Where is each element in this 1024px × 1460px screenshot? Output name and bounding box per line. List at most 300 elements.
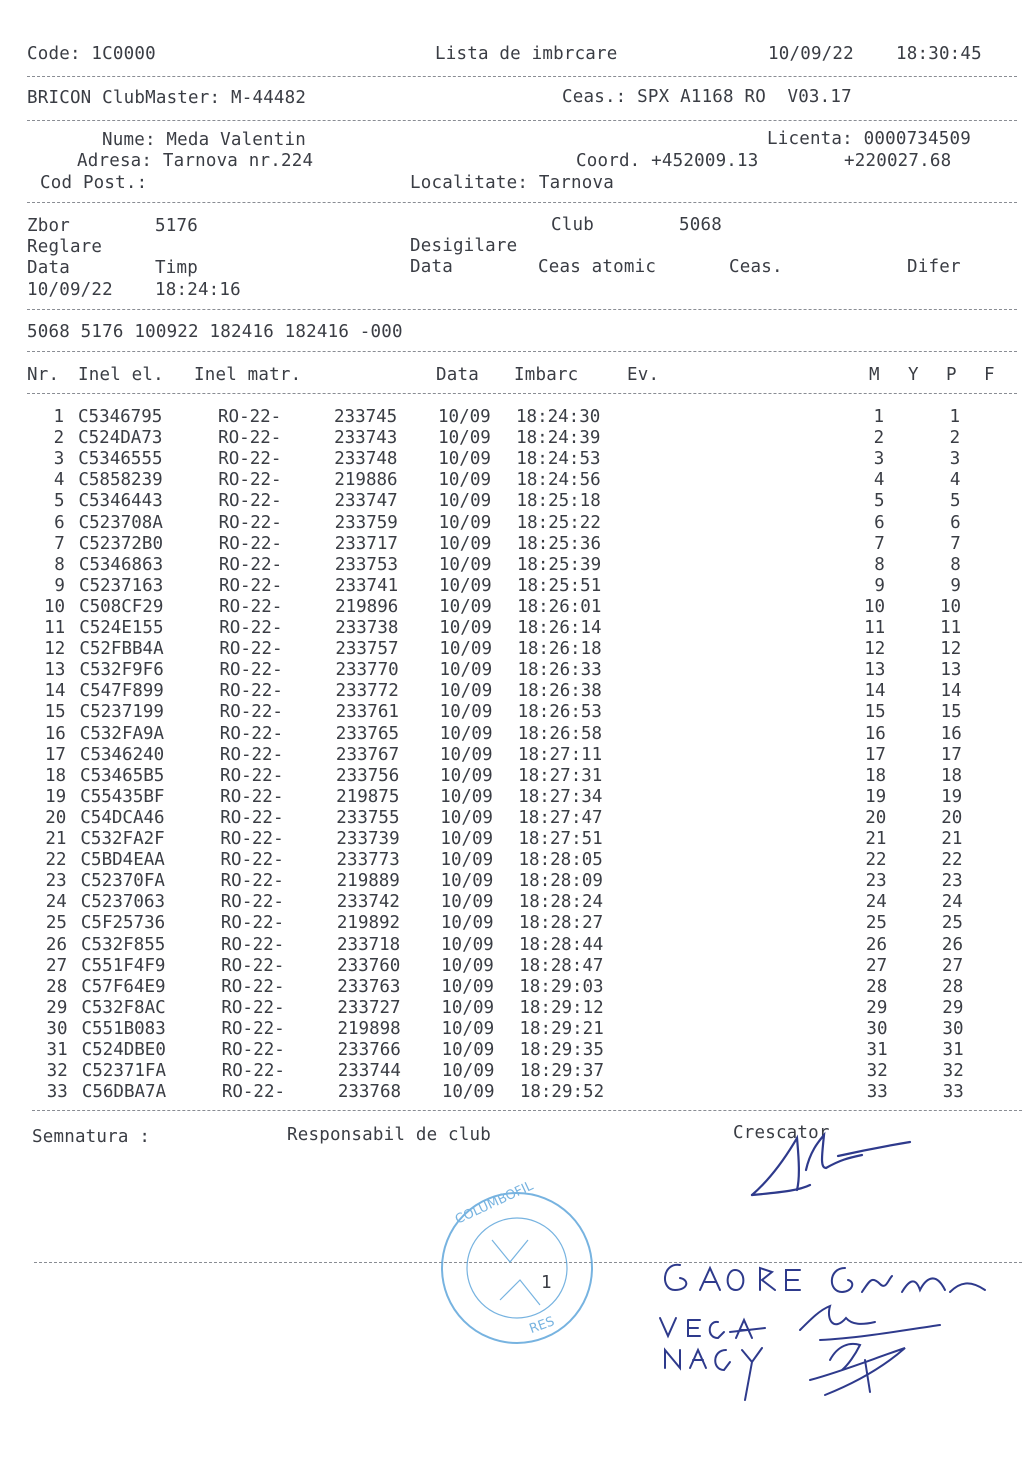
cell-inel-matr: 233772 — [335, 681, 399, 702]
cell-p: 26 — [941, 934, 963, 955]
cell-ro-prefix: RO-22- — [218, 449, 282, 470]
cell-inel-matr: 233747 — [334, 491, 398, 512]
cell-data: 10/09 — [439, 639, 492, 660]
cell-inel-matr: 219896 — [335, 596, 399, 617]
cell-imbarc: 18:26:38 — [517, 681, 602, 702]
cell-imbarc: 18:25:22 — [516, 512, 601, 533]
cell-nr: 31 — [46, 1040, 68, 1060]
document-title: Lista de imbrcare — [435, 44, 618, 64]
cell-data: 10/09 — [441, 955, 494, 976]
cell-imbarc: 18:26:58 — [517, 723, 603, 744]
cell-imbarc: 18:28:27 — [518, 913, 604, 934]
cell-inel-el: C5F25736 — [80, 913, 166, 934]
cell-inel-matr: 233756 — [336, 765, 400, 786]
cell-inel-el: C57F64E9 — [81, 976, 166, 997]
club-stamp — [442, 1178, 592, 1343]
cell-imbarc: 18:28:05 — [518, 850, 603, 871]
cell-inel-matr: 233742 — [336, 892, 400, 913]
cell-nr: 17 — [44, 744, 66, 765]
cell-nr: 9 — [54, 575, 65, 596]
cell-inel-matr: 233741 — [334, 575, 399, 596]
cell-imbarc: 18:24:39 — [516, 428, 601, 449]
cell-inel-matr: 233727 — [337, 997, 401, 1018]
cell-m: 18 — [864, 765, 887, 786]
cell-p: 4 — [949, 470, 961, 491]
cell-ro-prefix: RO-22- — [221, 1018, 285, 1039]
cell-p: 1 — [949, 407, 960, 427]
svg-text:COLUMBOFIL: COLUMBOFIL — [453, 1178, 536, 1228]
cell-nr: 1 — [53, 407, 64, 427]
cell-data: 10/09 — [438, 449, 491, 470]
cell-nr: 16 — [44, 723, 66, 744]
svg-text:RES: RES — [527, 1314, 557, 1338]
cell-nr: 2 — [53, 428, 65, 449]
breeder-label: Crescator — [733, 1123, 830, 1143]
cell-imbarc: 18:27:34 — [518, 786, 603, 807]
cell-inel-matr: 233765 — [335, 723, 400, 744]
cell-inel-el: C5346795 — [78, 407, 163, 427]
cell-inel-el: C524DA73 — [78, 428, 163, 449]
cell-ro-prefix: RO-22- — [218, 428, 282, 449]
cell-data: 10/09 — [438, 491, 492, 512]
cell-inel-matr: 233744 — [337, 1061, 401, 1082]
cell-inel-el: C52370FA — [80, 871, 165, 892]
col-header-f: F — [984, 365, 995, 385]
cell-imbarc: 18:24:53 — [516, 449, 601, 470]
cell-inel-el: C5BD4EAA — [80, 850, 165, 871]
cell-nr: 3 — [53, 449, 65, 470]
cell-inel-el: C532F9F6 — [79, 660, 164, 681]
cell-inel-matr: 233759 — [334, 512, 398, 533]
page-number: 1 — [541, 1273, 552, 1293]
cell-m: 17 — [864, 744, 886, 765]
cell-p: 8 — [950, 554, 961, 575]
cell-p: 29 — [942, 997, 964, 1018]
cell-inel-el: C551B083 — [81, 1018, 166, 1039]
cell-data: 10/09 — [438, 428, 491, 449]
club-value: 5068 — [679, 215, 722, 235]
cell-data: 10/09 — [438, 512, 492, 533]
cell-imbarc: 18:29:12 — [519, 997, 604, 1018]
zbor-label: Zbor — [27, 216, 70, 236]
cell-imbarc: 18:27:51 — [518, 829, 603, 849]
cell-nr: 19 — [45, 786, 67, 807]
cell-inel-el: C524E155 — [79, 618, 164, 638]
cell-data: 10/09 — [441, 976, 494, 997]
cell-ro-prefix: RO-22- — [218, 512, 282, 533]
cell-data: 10/09 — [441, 934, 494, 955]
cell-ro-prefix: RO-22- — [220, 786, 284, 807]
print-date: 10/09/22 — [768, 44, 854, 64]
cell-imbarc: 18:26:18 — [517, 639, 602, 660]
cell-inel-el: C5346240 — [79, 744, 165, 765]
cell-nr: 15 — [44, 702, 66, 723]
ceas-atomic-label: Ceas atomic — [538, 257, 657, 277]
cell-data: 10/09 — [441, 1018, 495, 1039]
cell-nr: 20 — [45, 807, 67, 828]
cell-inel-matr: 233760 — [337, 955, 401, 976]
cell-m: 26 — [865, 934, 887, 955]
cell-p: 6 — [950, 512, 961, 533]
cell-inel-matr: 233763 — [337, 976, 401, 997]
cell-m: 1 — [873, 407, 884, 427]
cell-m: 12 — [864, 639, 886, 660]
cell-ro-prefix: RO-22- — [220, 913, 285, 934]
cell-imbarc: 18:28:47 — [519, 955, 604, 976]
cell-ro-prefix: RO-22- — [221, 955, 285, 976]
cell-ro-prefix: RO-22- — [218, 491, 282, 512]
cell-inel-el: C508CF29 — [79, 596, 164, 617]
cell-p: 17 — [940, 744, 962, 765]
cell-ro-prefix: RO-22- — [220, 871, 284, 892]
cell-data: 10/09 — [439, 596, 492, 617]
cell-nr: 29 — [46, 997, 68, 1018]
cell-nr: 6 — [54, 512, 65, 533]
cell-m: 8 — [874, 554, 885, 575]
committee-signature-scribbles — [800, 1306, 940, 1395]
cell-p: 23 — [941, 871, 963, 892]
cell-imbarc: 18:26:33 — [517, 660, 602, 681]
cell-m: 31 — [866, 1040, 888, 1060]
cell-inel-el: C523708A — [78, 512, 163, 533]
data-label: Data — [27, 258, 70, 278]
cell-m: 11 — [864, 618, 886, 638]
cell-m: 28 — [866, 976, 888, 997]
cell-inel-matr: 219886 — [334, 470, 398, 491]
difer-label: Difer — [907, 257, 961, 277]
cell-data: 10/09 — [439, 618, 492, 638]
cell-inel-el: C5237199 — [79, 702, 164, 723]
cell-nr: 4 — [53, 470, 65, 491]
cell-data: 10/09 — [438, 470, 492, 491]
cell-m: 23 — [865, 871, 887, 892]
cell-imbarc: 18:25:39 — [516, 554, 602, 575]
cell-nr: 7 — [54, 533, 65, 554]
cell-inel-el: C5237163 — [78, 575, 164, 596]
committee-signatures — [660, 1265, 985, 1400]
cell-imbarc: 18:29:35 — [519, 1040, 604, 1060]
cell-imbarc: 18:28:44 — [519, 934, 604, 955]
cell-m: 2 — [873, 428, 885, 449]
cell-p: 15 — [940, 702, 962, 723]
cell-ro-prefix: RO-22- — [218, 554, 283, 575]
cell-ro-prefix: RO-22- — [221, 997, 285, 1018]
cell-p: 28 — [942, 976, 964, 997]
cell-inel-matr: 233766 — [337, 1040, 401, 1060]
cell-inel-matr: 219892 — [336, 913, 401, 934]
coordinates-lat: Coord. +452009.13 — [576, 151, 759, 171]
cell-p: 7 — [950, 533, 961, 554]
cell-p: 14 — [940, 681, 962, 702]
cell-ro-prefix: RO-22- — [219, 723, 284, 744]
cell-nr: 12 — [44, 639, 66, 660]
cell-nr: 30 — [46, 1018, 68, 1039]
cell-data: 10/09 — [440, 892, 494, 913]
cell-p: 9 — [950, 575, 961, 596]
signature-label: Semnatura : — [32, 1127, 151, 1147]
reglare-date: 10/09/22 — [27, 280, 113, 300]
cell-imbarc: 18:27:31 — [518, 765, 603, 786]
cell-m: 9 — [874, 575, 885, 596]
cell-p: 10 — [940, 596, 962, 617]
cell-inel-el: C524DBE0 — [81, 1040, 166, 1060]
cell-data: 10/09 — [441, 1040, 495, 1060]
cell-inel-matr: 233768 — [337, 1082, 402, 1103]
col-header-data: Data — [436, 365, 479, 385]
cell-p: 20 — [941, 807, 963, 828]
cell-ro-prefix: RO-22- — [220, 829, 284, 849]
cell-ro-prefix: RO-22- — [221, 1061, 285, 1082]
cell-inel-el: C56DBA7A — [81, 1082, 167, 1103]
cell-m: 22 — [865, 850, 887, 871]
club-master-id: BRICON ClubMaster: M-44482 — [27, 88, 307, 108]
cell-imbarc: 18:29:03 — [519, 976, 604, 997]
col-header-ev: Ev. — [627, 365, 660, 385]
cell-inel-el: C532F8AC — [81, 997, 166, 1018]
cell-m: 14 — [864, 681, 886, 702]
cell-ro-prefix: RO-22- — [218, 575, 283, 596]
summary-line: 5068 5176 100922 182416 182416 -000 — [27, 322, 403, 342]
cell-imbarc: 18:25:18 — [516, 491, 601, 512]
cell-data: 10/09 — [440, 786, 493, 807]
cell-ro-prefix: RO-22- — [219, 744, 284, 765]
cell-inel-matr: 233745 — [334, 407, 398, 427]
cell-nr: 10 — [44, 596, 66, 617]
cell-imbarc: 18:24:56 — [516, 470, 601, 491]
reglare-label: Reglare — [27, 237, 103, 257]
cell-inel-matr: 233753 — [334, 554, 399, 575]
cell-inel-el: C532FA2F — [80, 829, 165, 849]
cell-inel-el: C5237063 — [80, 892, 166, 913]
cell-data: 10/09 — [440, 765, 493, 786]
cell-p: 18 — [940, 765, 963, 786]
reglare-time: 18:24:16 — [155, 280, 241, 300]
cell-imbarc: 18:26:01 — [517, 596, 602, 617]
cell-ro-prefix: RO-22- — [219, 702, 283, 723]
cell-nr: 11 — [44, 618, 66, 638]
cell-inel-el: C55435BF — [80, 786, 165, 807]
cell-data: 10/09 — [440, 807, 493, 828]
cell-m: 33 — [866, 1082, 888, 1103]
cell-ro-prefix: RO-22- — [218, 470, 282, 491]
cell-nr: 5 — [53, 491, 65, 512]
cell-p: 21 — [941, 829, 963, 849]
owner-licence: Licenta: 0000734509 — [767, 129, 971, 149]
cell-p: 5 — [949, 491, 961, 512]
cell-p: 33 — [942, 1082, 964, 1103]
cell-ro-prefix: RO-22- — [219, 660, 283, 681]
document-code: Code: 1C0000 — [27, 44, 156, 64]
cell-m: 3 — [873, 449, 885, 470]
clock-id: Ceas.: SPX A1168 RO V03.17 — [562, 87, 852, 107]
cell-m: 10 — [864, 596, 886, 617]
cell-nr: 8 — [54, 554, 65, 575]
cell-inel-el: C53465B5 — [80, 765, 165, 786]
cell-inel-matr: 233773 — [336, 850, 400, 871]
cell-m: 27 — [866, 955, 888, 976]
cell-nr: 28 — [46, 976, 68, 997]
cell-data: 10/09 — [441, 1061, 495, 1082]
cell-p: 11 — [940, 618, 962, 638]
cell-p: 22 — [941, 850, 963, 871]
desigilare-label: Desigilare — [410, 236, 518, 256]
cell-inel-matr: 233738 — [335, 618, 399, 638]
cell-inel-matr: 219889 — [336, 871, 400, 892]
cell-p: 16 — [940, 723, 962, 744]
cell-m: 4 — [873, 470, 885, 491]
cell-data: 10/09 — [438, 533, 492, 554]
cell-m: 5 — [873, 491, 885, 512]
cell-ro-prefix: RO-22- — [220, 850, 284, 871]
cell-inel-el: C551F4F9 — [81, 955, 166, 976]
cell-p: 30 — [942, 1018, 964, 1039]
cell-data: 10/09 — [440, 871, 494, 892]
cell-inel-matr: 219875 — [336, 786, 400, 807]
cell-p: 2 — [949, 428, 961, 449]
cell-m: 24 — [865, 892, 887, 913]
cell-ro-prefix: RO-22- — [218, 407, 282, 427]
cell-inel-el: C5346555 — [78, 449, 163, 470]
timp-label: Timp — [155, 258, 198, 278]
cell-p: 13 — [940, 660, 962, 681]
cell-m: 6 — [874, 512, 885, 533]
cell-ro-prefix: RO-22- — [221, 1040, 285, 1060]
cell-ro-prefix: RO-22- — [221, 976, 285, 997]
cell-inel-matr: 233770 — [335, 660, 399, 681]
club-label: Club — [551, 215, 594, 235]
cell-data: 10/09 — [438, 407, 491, 427]
cell-inel-matr: 233718 — [337, 934, 401, 955]
cell-data: 10/09 — [441, 1082, 495, 1103]
cell-inel-el: C5346863 — [78, 554, 164, 575]
cell-nr: 24 — [45, 892, 67, 913]
ceas-label: Ceas. — [729, 257, 783, 277]
cell-imbarc: 18:28:24 — [518, 892, 604, 913]
cell-imbarc: 18:24:30 — [516, 407, 601, 427]
cell-m: 21 — [865, 829, 887, 849]
cell-inel-el: C52371FA — [81, 1061, 167, 1082]
cell-inel-el: C532F855 — [81, 934, 166, 955]
cell-m: 7 — [874, 533, 885, 554]
cell-inel-matr: 233761 — [335, 702, 399, 723]
col-header-inel-matr: Inel matr. — [194, 365, 302, 385]
cell-nr: 23 — [45, 871, 67, 892]
col-header-p: P — [946, 365, 957, 385]
cell-nr: 32 — [46, 1061, 68, 1082]
cell-data: 10/09 — [438, 575, 492, 596]
cell-data: 10/09 — [439, 723, 493, 744]
cell-imbarc: 18:27:47 — [518, 807, 603, 828]
cell-inel-el: C532FA9A — [79, 723, 165, 744]
cell-nr: 21 — [45, 829, 67, 849]
cell-imbarc: 18:29:21 — [519, 1018, 604, 1039]
club-responsible-label: Responsabil de club — [287, 1125, 491, 1145]
cell-ro-prefix: RO-22- — [220, 807, 284, 828]
col-header-y: Y — [908, 365, 919, 385]
cell-data: 10/09 — [439, 744, 493, 765]
owner-address: Adresa: Tarnova nr.224 — [77, 151, 314, 171]
cell-imbarc: 18:29:37 — [519, 1061, 605, 1082]
cell-nr: 22 — [45, 850, 67, 871]
cell-m: 19 — [865, 786, 887, 807]
cell-m: 16 — [864, 723, 886, 744]
cell-data: 10/09 — [441, 997, 495, 1018]
cell-inel-el: C5346443 — [78, 491, 163, 512]
cell-data: 10/09 — [439, 681, 493, 702]
cell-imbarc: 18:28:09 — [518, 871, 603, 892]
cell-inel-matr: 233717 — [334, 533, 398, 554]
cell-ro-prefix: RO-22- — [218, 533, 282, 554]
cell-p: 25 — [941, 913, 963, 934]
cell-inel-el: C547F899 — [79, 681, 164, 702]
cell-p: 3 — [949, 449, 961, 470]
cell-imbarc: 18:25:36 — [516, 533, 602, 554]
cell-inel-matr: 233748 — [334, 449, 398, 470]
desigilare-data-label: Data — [410, 257, 453, 277]
cell-m: 25 — [865, 913, 887, 934]
locality: Localitate: Tarnova — [410, 173, 614, 193]
cell-data: 10/09 — [438, 554, 492, 575]
cell-inel-matr: 233757 — [335, 639, 399, 660]
cell-p: 24 — [941, 892, 963, 913]
col-header-m: M — [869, 365, 880, 385]
cell-inel-el: C5858239 — [78, 470, 163, 491]
cell-m: 30 — [866, 1018, 888, 1039]
cell-inel-matr: 219898 — [337, 1018, 401, 1039]
cell-p: 19 — [941, 786, 963, 807]
cell-m: 29 — [866, 997, 888, 1018]
cell-ro-prefix: RO-22- — [221, 1082, 286, 1103]
col-header-nr: Nr. — [27, 365, 60, 385]
col-header-inel-el: Inel el. — [78, 365, 164, 385]
cell-m: 20 — [865, 807, 887, 828]
postal-code: Cod Post.: — [40, 173, 148, 193]
cell-p: 12 — [940, 639, 962, 660]
cell-inel-matr: 233767 — [335, 744, 400, 765]
cell-ro-prefix: RO-22- — [219, 618, 283, 638]
col-header-imbarc: Imbarc — [514, 365, 579, 385]
print-time: 18:30:45 — [896, 44, 982, 64]
cell-nr: 26 — [45, 934, 67, 955]
cell-imbarc: 18:25:51 — [516, 575, 602, 596]
cell-data: 10/09 — [439, 702, 493, 723]
cell-data: 10/09 — [440, 913, 494, 934]
cell-imbarc: 18:26:14 — [517, 618, 602, 638]
owner-name: Nume: Meda Valentin — [102, 130, 306, 150]
cell-p: 32 — [942, 1061, 964, 1082]
cell-inel-el: C52372B0 — [78, 533, 164, 554]
cell-nr: 27 — [46, 955, 68, 976]
coordinates-lon: +220027.68 — [844, 151, 952, 171]
cell-p: 27 — [942, 955, 964, 976]
cell-m: 13 — [864, 660, 886, 681]
cell-inel-matr: 233743 — [334, 428, 398, 449]
cell-data: 10/09 — [440, 829, 494, 849]
cell-m: 32 — [866, 1061, 888, 1082]
zbor-value: 5176 — [155, 216, 198, 236]
cell-data: 10/09 — [440, 850, 494, 871]
cell-ro-prefix: RO-22- — [221, 934, 285, 955]
cell-nr: 14 — [44, 681, 66, 702]
cell-ro-prefix: RO-22- — [220, 892, 284, 913]
cell-inel-el: C52FBB4A — [79, 639, 164, 660]
cell-nr: 13 — [44, 660, 66, 681]
cell-inel-el: C54DCA46 — [80, 807, 165, 828]
cell-ro-prefix: RO-22- — [219, 681, 283, 702]
cell-nr: 33 — [46, 1082, 68, 1103]
cell-inel-matr: 233739 — [336, 829, 400, 849]
cell-p: 31 — [942, 1040, 964, 1060]
